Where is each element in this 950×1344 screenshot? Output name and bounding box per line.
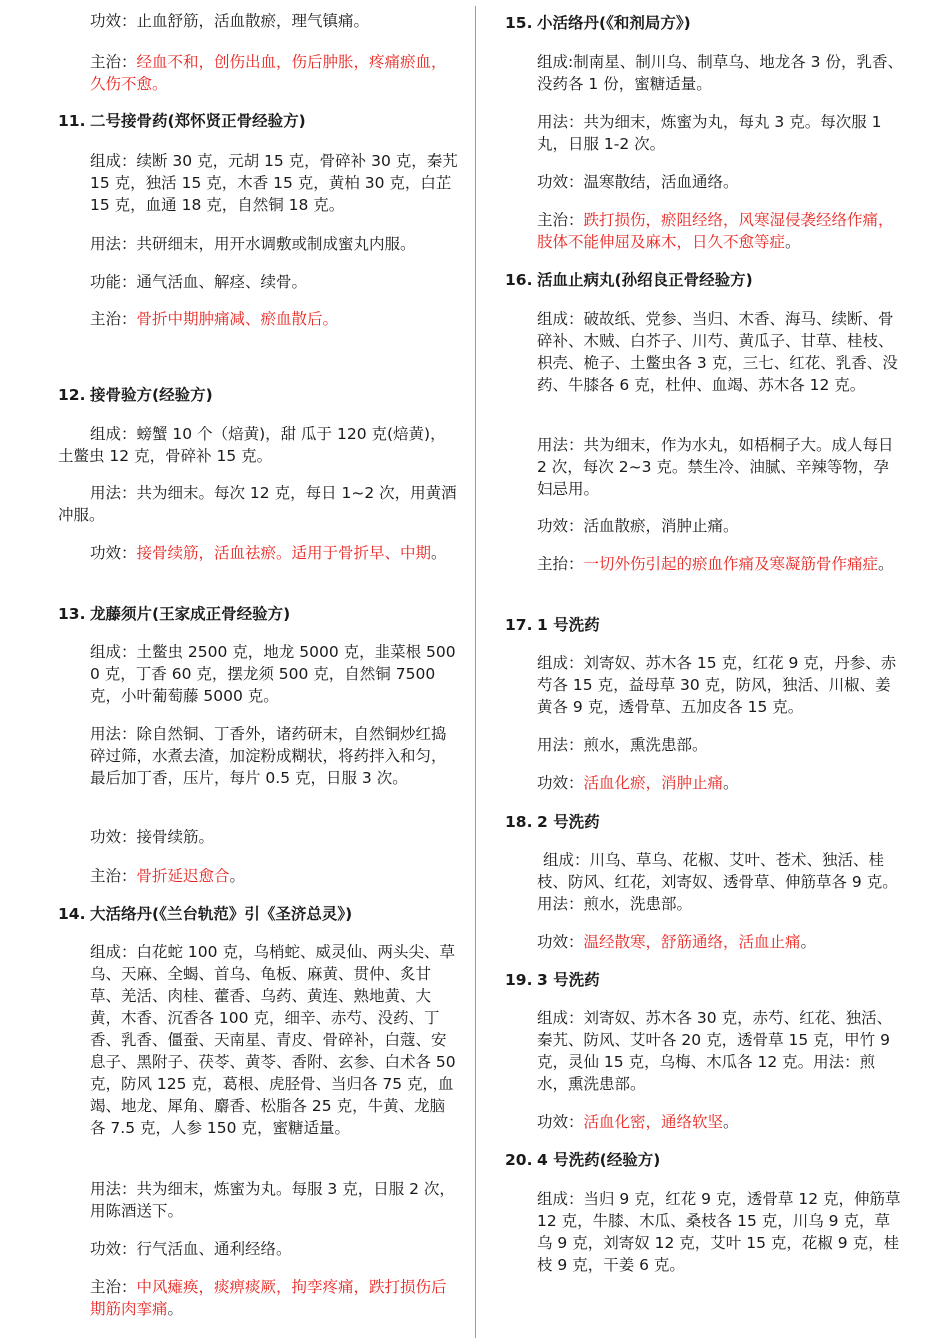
section-14-heading: 14. 大活络丹(《兰台轨范》引《圣济总灵》) bbox=[58, 905, 353, 923]
s13-composition: 组成：土鳖虫 2500 克，地龙 5000 克，韭菜根 5000 克，丁香 60 克，摆龙须 500 克，自然铜 7500 克，小叶葡萄藤 5000 克。 bbox=[90, 643, 456, 705]
s17-composition: 组成：刘寄奴、苏木各 15 克，红花 9 克，丹参、赤芍各 15 克，益母草 30 克，防风，独活、川椒、姜黄各 9 克，透骨草、五加皮各 15 克。 bbox=[537, 654, 897, 716]
section-11-heading: 11. 二号接骨药(郑怀贤正骨经验方) bbox=[58, 112, 306, 130]
section-20-heading: 20. 4 号洗药(经验方) bbox=[505, 1151, 661, 1169]
s10-treatment: 主治：经血不和，创伤出血，伤后肿胀，疼痛瘀血，久伤不愈。 bbox=[90, 53, 447, 93]
s16-composition: 组成：破故纸、党参、当归、木香、海马、续断、骨碎补、木贼、白芥子、川芍、黄瓜子、甘草、桂枝、枳壳、桅子、土鳖虫各 3 克，三七、红花、乳香、没药、牛膝各 6 克，杜仲、血竭、苏木各 12 克。 bbox=[537, 310, 898, 394]
s13-effect: 功效：接骨续筋。 bbox=[90, 828, 215, 846]
s11-composition: 组成：续断 30 克，元胡 15 克，骨碎补 30 克，秦艽 15 克，独活 15 克，木香 15 克，黄柏 30 克，白芷 15 克，血通 18 克，自然铜 18 克。 bbox=[90, 152, 463, 214]
s12-effect: 功效：接骨续筋，活血祛瘀。适用于骨折早、中期。 bbox=[90, 544, 447, 562]
section-12-heading: 12. 接骨验方(经验方) bbox=[58, 386, 213, 404]
s12-usage: 用法：共为细末。每次 12 克，每日 1~2 次，用黄酒冲服。 bbox=[58, 484, 457, 524]
s15-composition: 组成:制南星、制川乌、制草乌、地龙各 3 份，乳香、没药各 1 份，蜜糖适量。 bbox=[537, 53, 903, 93]
section-13-heading: 13. 龙藤须片(王家成正骨经验方) bbox=[58, 605, 291, 623]
section-16-heading: 16. 活血止病丸(孙绍良正骨经验方) bbox=[505, 271, 753, 289]
s11-usage: 用法：共研细末，用开水调敷或制成蜜丸内服。 bbox=[90, 235, 416, 253]
s13-treatment: 主治：骨折延迟愈合。 bbox=[90, 867, 246, 885]
s11-effect: 功能：通气活血、解痉、续骨。 bbox=[90, 273, 308, 291]
s17-effect: 功效：活血化瘀，消肿止痛。 bbox=[537, 774, 739, 792]
s14-effect: 功效：行气活血、通利经络。 bbox=[90, 1240, 292, 1258]
s17-usage: 用法：煎水，熏洗患部。 bbox=[537, 736, 708, 754]
s15-effect: 功效：温寒散结，活血通络。 bbox=[537, 173, 739, 191]
s11-treatment: 主治：骨折中期肿痛减、瘀血散后。 bbox=[90, 310, 339, 328]
s19-composition: 组成：刘寄奴、苏木各 30 克，赤芍、红花、独活、秦艽、防风、艾叶各 20 克，透骨草 15 克，甲竹 9 克，灵仙 15 克，乌梅、木瓜各 12 克。用法：煎水，熏洗患部。 bbox=[537, 1009, 895, 1093]
s13-usage: 用法：除自然铜、丁香外，诸药研末，自然铜炒红捣碎过筛，水煮去渣，加淀粉成糊状，将药拌入和匀，最后加丁香，压片，每片 0.5 克，日服 3 次。 bbox=[90, 725, 447, 787]
s14-treatment: 主治：中风瘫痪，痰痹痰厥，拘孪疼痛，跌打损伤后期筋肉挛痛。 bbox=[90, 1278, 447, 1318]
s12-composition: 组成：螃蟹 10 个（焙黄)，甜 瓜于 120 克(焙黄)，土鳖虫 12 克，骨碎补 15 克。 bbox=[58, 425, 446, 465]
s16-effect: 功效：活血散瘀，消肿止痛。 bbox=[537, 517, 739, 535]
s18-effect: 功效：温经散寒，舒筋通络，活血止痛。 bbox=[537, 933, 817, 951]
s14-usage: 用法：共为细末，炼蜜为丸。每服 3 克，日服 2 次，用陈酒送下。 bbox=[90, 1180, 455, 1220]
section-17-heading: 17. 1 号洗药 bbox=[505, 616, 600, 634]
section-18-heading: 18. 2 号洗药 bbox=[505, 813, 600, 831]
section-15-heading: 15. 小活络丹(《和剂局方》) bbox=[505, 14, 691, 32]
s15-usage: 用法：共为细末，炼蜜为丸，每丸 3 克。每次服 1 丸，日服 1-2 次。 bbox=[537, 113, 887, 153]
s20-composition: 组成：当归 9 克，红花 9 克，透骨草 12 克，伸筋草 12 克，牛膝、木瓜、桑枝各 15 克，川乌 9 克，草乌 9 克，刘寄奴 12 克，艾叶 15 克，花椒 9 克，桂枝 9 克，干姜 6 克。 bbox=[537, 1190, 906, 1274]
column-divider bbox=[475, 6, 476, 1338]
s18-composition: 组成：川乌、草乌、花椒、艾叶、苍术、独活、桂枝、防风、红花，刘寄奴、透骨草、伸筋草各 9 克。用法：煎水，洗患部。 bbox=[537, 851, 898, 913]
s14-composition: 组成：白花蛇 100 克，乌梢蛇、威灵仙、两头尖、草乌、天麻、全蝎、首乌、龟板、麻黄、贯仲、炙甘草、羌活、肉桂、藿香、乌药、黄连、熟地黄、大黄，木香、沉香各 100 克，细辛、赤芍、没药、丁香、乳香、僵蚕、天南星、青皮、骨碎补，白蔻、安息子、黑附子、茯苓、黄苓、香附、玄参、白术各 50 克，防风 125 克，葛根、虎胫骨、当归各 75 克，血竭、地龙、犀角、麝香、松脂各 25 克，牛黄、龙脑各 7.5 克，人参 150 克，蜜糖适量。 bbox=[90, 943, 461, 1137]
s10-effect: 功效：止血舒筋，活血散瘀，理气镇痛。 bbox=[90, 12, 370, 30]
section-19-heading: 19. 3 号洗药 bbox=[505, 971, 600, 989]
s19-effect: 功效：活血化密，通络软坚。 bbox=[537, 1113, 739, 1131]
s16-usage: 用法：共为细末，作为水丸，如梧桐子大。成人每日 2 次，每次 2~3 克。禁生冷、油腻、辛辣等物，孕妇忌用。 bbox=[537, 436, 899, 498]
s16-treatment: 主抬：一切外伤引起的瘀血作痛及寒凝筋骨作痛症。 bbox=[537, 555, 894, 573]
s15-treatment: 主治：跌打损伤，瘀阻经络，风寒湿侵袭经络作痛，肢体不能伸屈及麻木，日久不愈等症。 bbox=[537, 211, 894, 251]
